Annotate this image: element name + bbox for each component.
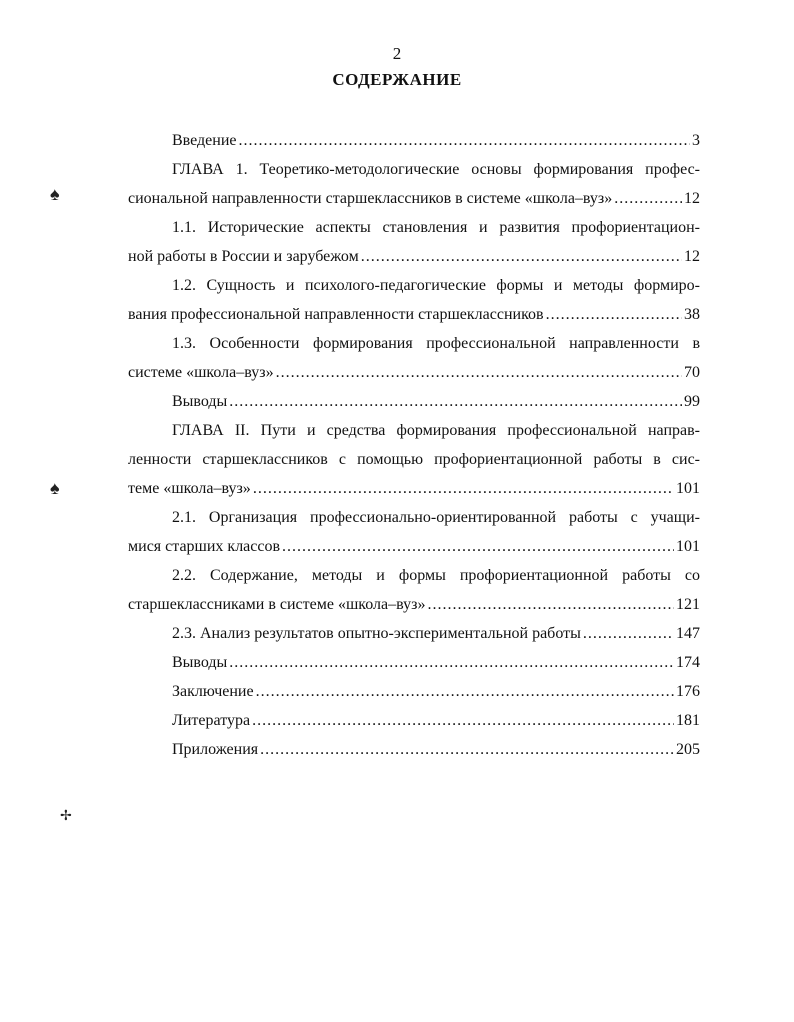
toc-page-number: 99 [684,393,700,410]
toc-entry-text: мися старших классов [128,538,281,555]
dot-leader [229,648,674,677]
table-of-contents [128,126,700,764]
toc-entry-text: Выводы [172,393,228,410]
toc-entry-text: 1.3. Особенности формирования профессиональной направленности в [172,335,700,352]
toc-entry-text: теме «школа–вуз» [128,480,251,497]
toc-entry [128,706,700,735]
toc-page-number: 174 [676,654,700,671]
dot-leader [260,735,674,764]
toc-page-number: 12 [684,190,700,207]
toc-entry-text: 2.1. Организация профессионально-ориентированной работы с учащи- [172,509,700,526]
dot-leader [282,532,674,561]
toc-entry-text: ГЛАВА II. Пути и средства формирования профессиональной направ- [172,422,700,439]
toc-entry-text: 2.2. Содержание, методы и формы профориентационной работы со [172,567,700,584]
dot-leader [614,184,682,213]
toc-entry-text: 1.1. Исторические аспекты становления и развития профориентацион- [172,219,700,236]
page-number: 2 [392,44,402,63]
toc-entry-text: Литература [172,712,251,729]
dot-leader [252,706,674,735]
toc-entry [128,677,700,706]
toc-page-number: 147 [676,625,700,642]
toc-page-number: 181 [676,712,700,729]
toc-entry [128,213,700,271]
toc-page-number: 176 [676,683,700,700]
dot-leader [427,590,674,619]
toc-entry-text: вания профессиональной направленности старшеклассников [128,306,544,323]
dot-leader [239,126,691,155]
toc-entry [128,735,700,764]
toc-entry-text: ной работы в России и зарубежом [128,248,359,265]
toc-page-number: 38 [684,306,700,323]
toc-entry-text: 1.2. Сущность и психолого-педагогические формы и методы формиро- [172,277,700,294]
dot-leader [546,300,682,329]
toc-entry [128,503,700,561]
toc-entry-text: системе «школа–вуз» [128,364,274,381]
toc-entry [128,648,700,677]
toc-page-number: 205 [676,741,700,758]
toc-entry [128,387,700,416]
toc-entry-text: Приложения [172,741,259,758]
toc-page-number: 12 [684,248,700,265]
toc-page-number: 101 [676,480,700,497]
toc-entry-text: старшеклассниками в системе «школа–вуз» [128,596,426,613]
toc-page-number: 70 [684,364,700,381]
toc-entry-text: Выводы [172,654,228,671]
dot-leader [256,677,674,706]
margin-mark-icon: ✢ [60,809,72,824]
toc-page-number: 3 [692,132,700,149]
margin-mark-icon: ♠ [50,184,60,204]
toc-page-number: 101 [676,538,700,555]
dot-leader [253,474,674,503]
margin-mark-icon: ♠ [50,478,60,498]
page-title: СОДЕРЖАНИЕ [332,70,462,89]
toc-entry-text: Заключение [172,683,254,700]
toc-entry [128,561,700,619]
toc-entry [128,416,700,503]
toc-entry-text: сиональной направленности старшеклассников в системе «школа–вуз» [128,190,613,207]
toc-entry-text: Введение [172,132,237,149]
toc-entry [128,329,700,387]
dot-leader [583,619,674,648]
toc-entry [128,271,700,329]
toc-entry-text: ленности старшеклассников с помощью профориентационной работы в сис- [128,451,700,468]
toc-entry [128,619,700,648]
dot-leader [361,242,682,271]
toc-entry-text: ГЛАВА 1. Теоретико-методологические основы формирования профес- [172,161,700,178]
toc-entry [128,126,700,155]
toc-entry [128,155,700,213]
toc-page-number: 121 [676,596,700,613]
toc-entry-text: 2.3. Анализ результатов опытно-экспериментальной работы [172,625,581,642]
dot-leader [229,387,682,416]
dot-leader [276,358,682,387]
